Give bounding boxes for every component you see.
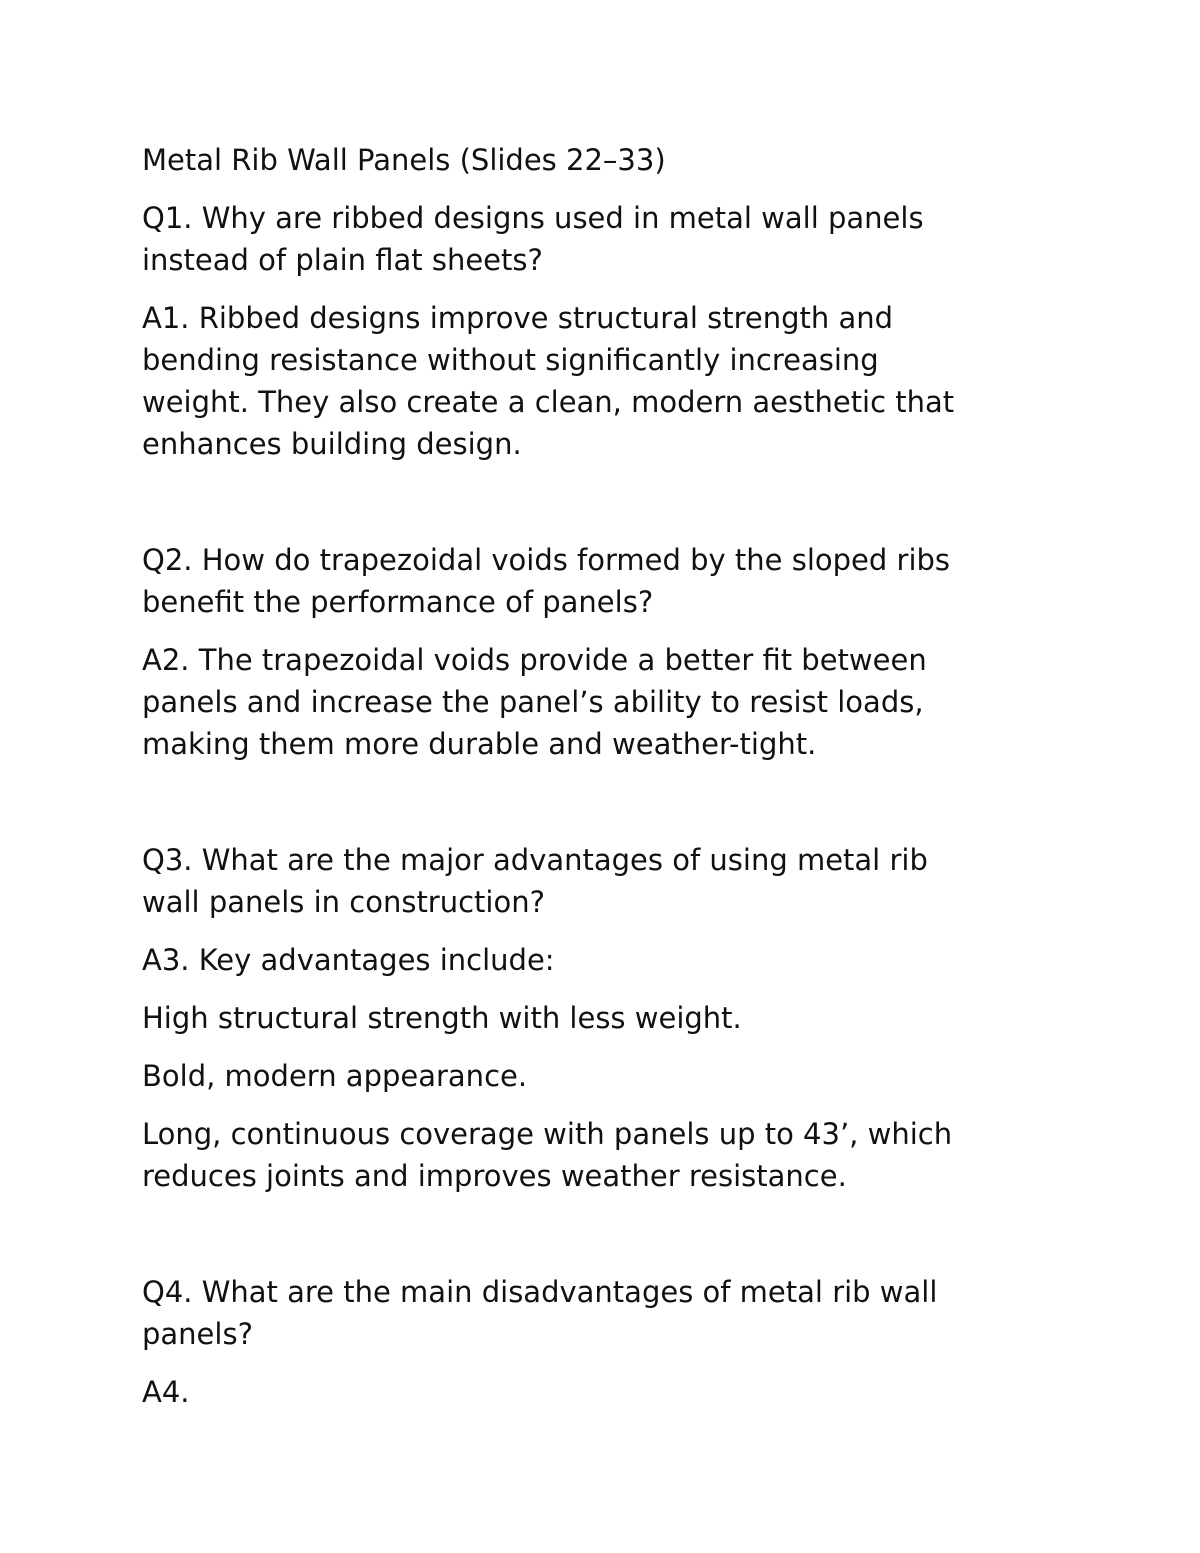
document-body — [142, 139, 1042, 1429]
question-1-line-2: instead of plain flat sheets? — [142, 243, 543, 277]
section-spacer — [142, 481, 1042, 539]
advantage-point-1-line: High structural strength with less weight. — [142, 1001, 742, 1035]
advantage-point-2-line: Bold, modern appearance. — [142, 1059, 528, 1093]
answer-1-line-4: enhances building design. — [142, 427, 522, 461]
answer-1-line-3: weight. They also create a clean, modern aesthetic that — [142, 385, 955, 419]
question-3-line-1: Q3. What are the major advantages of using metal rib — [142, 843, 928, 877]
advantage-point-3-line-2: reduces joints and improves weather resistance. — [142, 1159, 847, 1193]
answer-2-line-1: A2. The trapezoidal voids provide a better fit between — [142, 643, 927, 677]
document-title — [142, 139, 1042, 181]
answer-2-line-3: making them more durable and weather-tight. — [142, 727, 817, 761]
question-4-line-2: panels? — [142, 1317, 253, 1351]
question-1-line-1: Q1. Why are ribbed designs used in metal wall panels — [142, 201, 924, 235]
answer-2 — [142, 639, 1042, 765]
answer-3-intro — [142, 939, 1042, 981]
answer-4 — [142, 1371, 1042, 1413]
answer-2-line-2: panels and increase the panel’s ability to resist loads, — [142, 685, 924, 719]
answer-1-line-2: bending resistance without significantly increasing — [142, 343, 879, 377]
answer-1-line-1: A1. Ribbed designs improve structural strength and — [142, 301, 894, 335]
question-4-line-1: Q4. What are the main disadvantages of metal rib wall — [142, 1275, 938, 1309]
question-2 — [142, 539, 1042, 623]
answer-1 — [142, 297, 1042, 465]
question-2-line-2: benefit the performance of panels? — [142, 585, 654, 619]
answer-4-line: A4. — [142, 1375, 190, 1409]
question-2-line-1: Q2. How do trapezoidal voids formed by the sloped ribs — [142, 543, 951, 577]
question-3 — [142, 839, 1042, 923]
section-spacer — [142, 1213, 1042, 1271]
advantage-point-1 — [142, 997, 1042, 1039]
advantage-point-2 — [142, 1055, 1042, 1097]
advantage-point-3 — [142, 1113, 1042, 1197]
question-3-line-2: wall panels in construction? — [142, 885, 545, 919]
question-1 — [142, 197, 1042, 281]
title-line: Metal Rib Wall Panels (Slides 22–33) — [142, 143, 666, 177]
section-spacer — [142, 781, 1042, 839]
advantage-point-3-line-1: Long, continuous coverage with panels up to 43’, which — [142, 1117, 953, 1151]
question-4 — [142, 1271, 1042, 1355]
answer-3-intro-line: A3. Key advantages include: — [142, 943, 555, 977]
